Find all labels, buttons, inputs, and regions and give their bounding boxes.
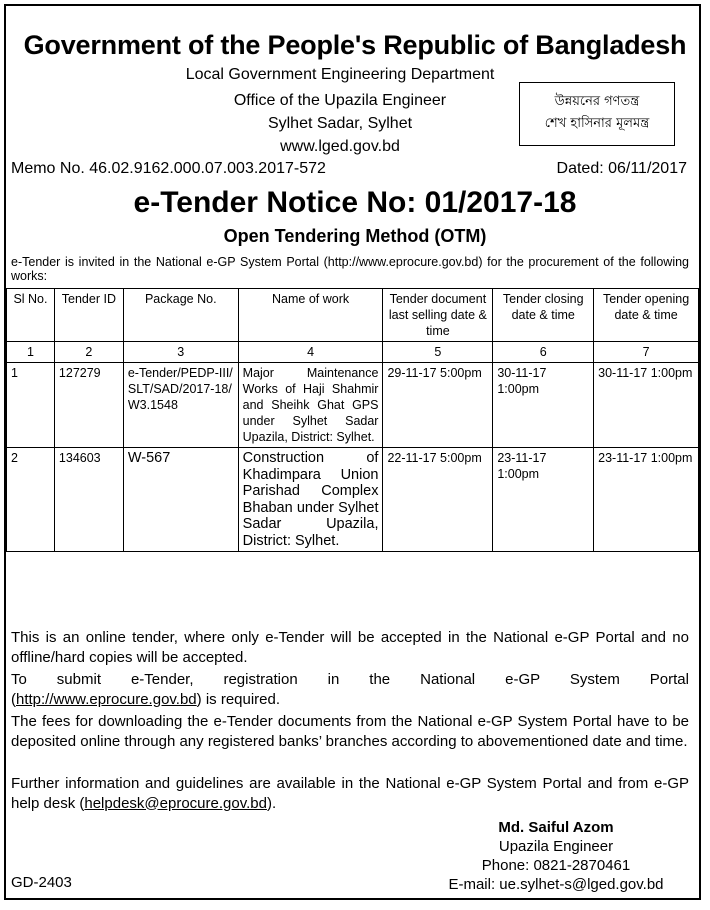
header-selling-date: Tender document last selling date & time — [383, 289, 493, 342]
col-number: 1 — [7, 342, 55, 363]
row-selling-date: 22-11-17 5:00pm — [383, 448, 493, 552]
helpdesk-email-link[interactable]: helpdesk@eprocure.gov.bd — [84, 794, 267, 812]
signatory-name: Md. Saiful Azom — [498, 819, 614, 836]
row-sl: 1 — [7, 363, 55, 448]
memo-number: Memo No. 46.02.9162.000.07.003.2017-572 — [11, 160, 326, 177]
office-location: Sylhet Sadar, Sylhet — [267, 115, 413, 132]
header-tender-id: Tender ID — [54, 289, 123, 342]
header-closing-date: Tender closing date & time — [493, 289, 594, 342]
memo-date: Dated: 06/11/2017 — [556, 160, 687, 177]
website-text: www.lged.gov.bd — [280, 138, 400, 155]
row-work-name: Construction of Khadimpara Union Parishad Complex Bhaban under Sylhet Sadar Upazila, District: Sylhet. — [238, 448, 383, 552]
slogan-box — [519, 82, 675, 146]
department-name: Local Government Engineering Department — [185, 66, 495, 83]
eprocure-link[interactable]: http://www.eprocure.gov.bd — [16, 690, 197, 708]
table-header-row — [7, 289, 699, 342]
table-row — [7, 363, 699, 448]
row-package: e-Tender/PEDP-III/SLT/SAD/2017-18/W3.1548 — [123, 363, 238, 448]
row-package: W-567 — [123, 448, 238, 552]
col-number: 4 — [238, 342, 383, 363]
signatory-phone: Phone: 0821-2870461 — [481, 857, 631, 874]
registration-paragraph — [11, 670, 689, 709]
col-number: 5 — [383, 342, 493, 363]
office-name: Office of the Upazila Engineer — [233, 92, 447, 109]
slogan-line-1: উন্নয়নের গণতন্ত্র — [554, 94, 640, 109]
row-work-name: Major Maintenance Works of Haji Shahmir and Sheihk Ghat GPS under Sylhet Sadar Upazila, District: Sylhet. — [238, 363, 383, 448]
tender-method: Open Tendering Method (OTM) — [223, 226, 487, 246]
row-closing-date: 23-11-17 1:00pm — [493, 448, 594, 552]
registration-line-2: (http://www.eprocure.gov.bd) is required. — [11, 690, 281, 708]
government-title: Government of the People's Republic of Bangladesh — [23, 30, 687, 60]
registration-text: To submit e-Tender, registration in the National e-GP System Portal — [11, 671, 689, 688]
row-opening-date: 23-11-17 1:00pm — [594, 448, 699, 552]
online-tender-paragraph: This is an online tender, where only e-Tender will be accepted in the National e-GP Portal and no offline/hard copies will be accepted. — [11, 629, 689, 666]
registration-tail: is required. — [201, 690, 281, 708]
fees-paragraph: The fees for downloading the e-Tender documents from the National e-GP System Portal have to be deposited online through any registered banks’ branches according to abovementioned date and time. — [11, 713, 689, 750]
col-number: 6 — [493, 342, 594, 363]
signature-block — [430, 818, 682, 894]
signatory-designation: Upazila Engineer — [498, 838, 614, 855]
col-number: 7 — [594, 342, 699, 363]
header-sl: Sl No. — [7, 289, 55, 342]
slogan-line-2: শেখ হাসিনার মূলমন্ত্র — [544, 116, 650, 131]
row-closing-date: 30-11-17 1:00pm — [493, 363, 594, 448]
signatory-email: E-mail: ue.sylhet-s@lged.gov.bd — [448, 876, 664, 893]
further-info-tail: ). — [266, 794, 277, 812]
row-tender-id: 127279 — [54, 363, 123, 448]
header-opening-date: Tender opening date & time — [594, 289, 699, 342]
header-package: Package No. — [123, 289, 238, 342]
row-sl: 2 — [7, 448, 55, 552]
col-number: 3 — [123, 342, 238, 363]
row-opening-date: 30-11-17 1:00pm — [594, 363, 699, 448]
column-number-row — [7, 342, 699, 363]
further-info-paragraph — [11, 774, 689, 813]
notice-title: e-Tender Notice No: 01/2017-18 — [133, 186, 577, 219]
tender-table — [6, 288, 699, 552]
further-info-text: Further information and guidelines are available in the National e-GP System Portal and from e-GP help desk ( — [11, 775, 689, 812]
row-tender-id: 134603 — [54, 448, 123, 552]
header-work-name: Name of work — [238, 289, 383, 342]
intro-text: e-Tender is invited in the National e-GP System Portal (http://www.eprocure.gov.bd) for the procurement of the following works: — [11, 255, 689, 283]
footer-code: GD-2403 — [11, 874, 72, 891]
row-selling-date: 29-11-17 5:00pm — [383, 363, 493, 448]
table-row — [7, 448, 699, 552]
col-number: 2 — [54, 342, 123, 363]
